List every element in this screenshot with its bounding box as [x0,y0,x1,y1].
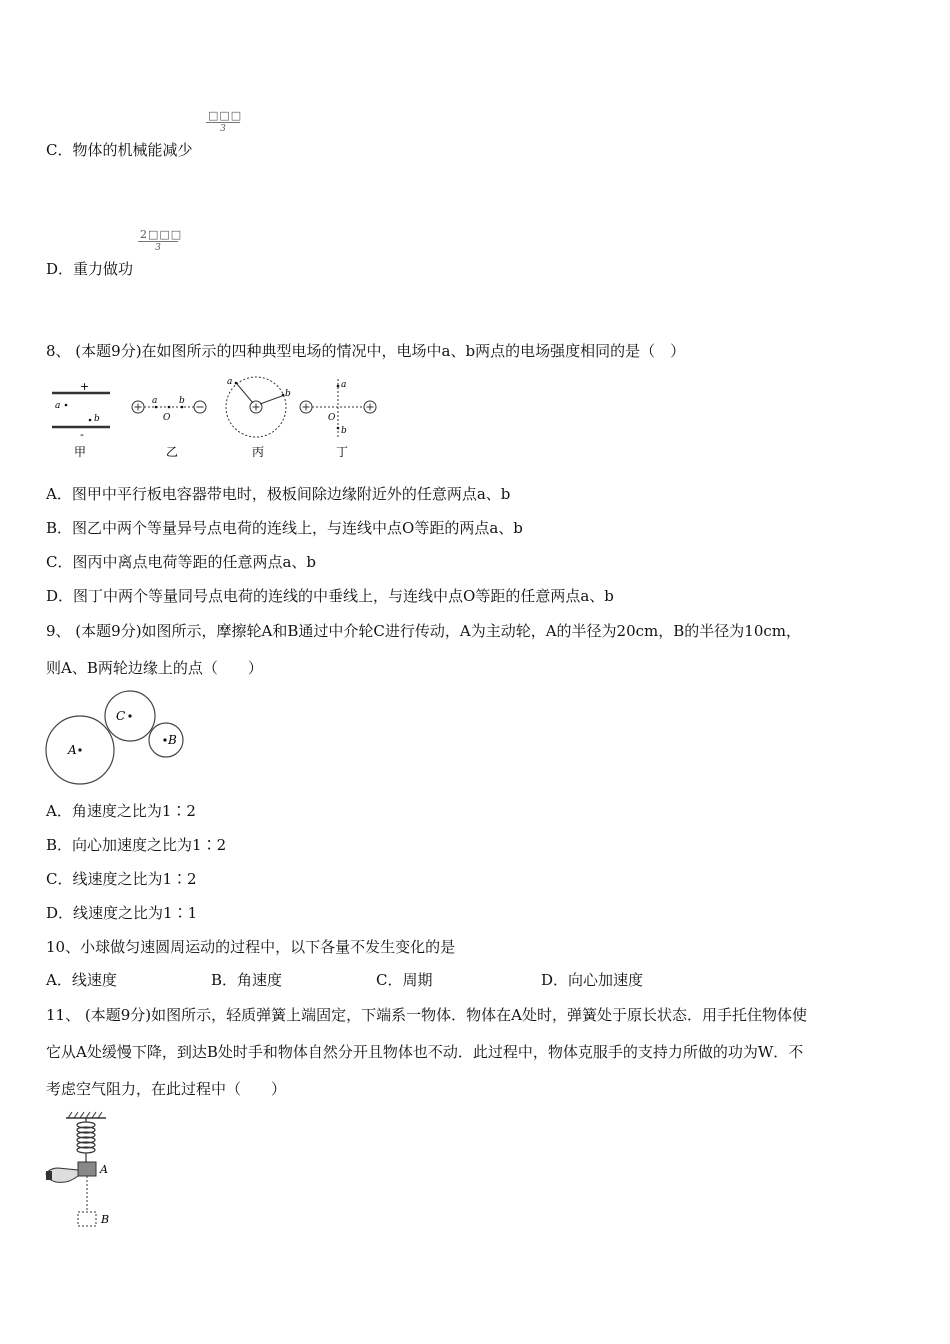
q8-option-b: B．图乙中两个等量异号点电荷的连线上，与连线中点O等距的两点a、b [46,519,523,537]
jia-minus-sign: - [80,428,84,441]
figure-jia [52,380,110,459]
fraction-c [206,109,243,135]
q10-option-b: B．角速度 [211,971,283,989]
q8-stem: 8、 (本题9分)在如图所示的四种典型电场的情况中，电场中a、b两点的电场强度相同的是（ ） [46,342,686,360]
fraction-d-numerator: 2□□□ [140,228,183,241]
spring [77,1118,95,1162]
yi-label-b: b [179,396,185,406]
ding-label-o: O [328,413,336,423]
q9-option-a: A．角速度之比为1∶2 [46,802,196,820]
jia-plus-sign: + [80,380,90,393]
q10-option-d: D．向心加速度 [541,971,644,989]
q9-option-b: B．向心加速度之比为1∶2 [46,836,227,854]
q9-option-d: D．线速度之比为1∶1 [46,904,198,922]
wheel-b-label: B [168,733,177,747]
q11-stem-line2: 它从A处缓慢下降，到达B处时手和物体自然分开且物体也不动．此过程中，物体克服手的支持力所做的功为W．不 [46,1043,804,1061]
figure-yi [132,396,206,459]
q10-stem: 10、小球做匀速圆周运动的过程中，以下各量不发生变化的是 [46,938,456,956]
bing-label-b: b [285,389,291,399]
q9-option-c: C．线速度之比为1∶2 [46,870,197,888]
q11-stem-line3: 考虑空气阻力，在此过程中（ ） [46,1080,287,1098]
figure-label-bing: 丙 [251,445,265,459]
fraction-c-denominator: 3 [220,124,226,134]
figure-bing [226,377,291,459]
yi-label-a: a [152,396,158,406]
ding-label-b: b [341,426,347,436]
figure-label-jia: 甲 [73,445,87,459]
q9-stem-line2: 则A、B两轮边缘上的点（ ） [46,659,263,677]
wheel-a-label: A [68,743,77,757]
block-b [78,1212,96,1226]
fraction-c-numerator: □□□ [208,109,243,122]
figure-label-yi: 乙 [165,445,179,459]
q8-option-c: C．图丙中离点电荷等距的任意两点a、b [46,553,317,571]
q8-option-a: A．图甲中平行板电容器带电时，极板间除边缘附近外的任意两点a、b [46,485,511,503]
q11-stem-line1: 11、 (本题9分)如图所示，轻质弹簧上端固定，下端系一物体．物体在A处时，弹簧处于原长状态．用手托住物体使 [46,1006,807,1024]
q8-option-d: D．图丁中两个等量同号点电荷的连线的中垂线上，与连线中点O等距的任意两点a、b [46,587,614,605]
q9-figure [44,688,189,788]
bing-label-a: a [227,377,233,387]
q9-stem-line1: 9、 (本题9分)如图所示，摩擦轮A和B通过中介轮C进行传动，A为主动轮，A的半径为20cm，B的半径为10cm， [46,622,802,640]
block-a [78,1162,96,1176]
q10-option-c: C．周期 [376,971,433,989]
q8-figure [46,376,386,462]
fraction-d [138,228,183,254]
fraction-d-denominator: 3 [155,243,161,253]
label-b: B [101,1213,110,1226]
jia-label-b: b [94,414,100,424]
label-a: A [100,1163,108,1176]
q7-option-d: D．重力做功 [46,260,134,278]
wheel-c-label: C [116,709,126,723]
ding-label-a: a [341,380,347,390]
figure-ding [300,379,376,459]
q7-option-c: C．物体的机械能减少 [46,141,193,159]
figure-label-ding: 丁 [335,445,349,459]
jia-label-a: a [55,401,61,411]
q11-figure [44,1110,124,1235]
yi-label-o: O [163,413,171,423]
q10-option-a: A．线速度 [46,971,117,989]
